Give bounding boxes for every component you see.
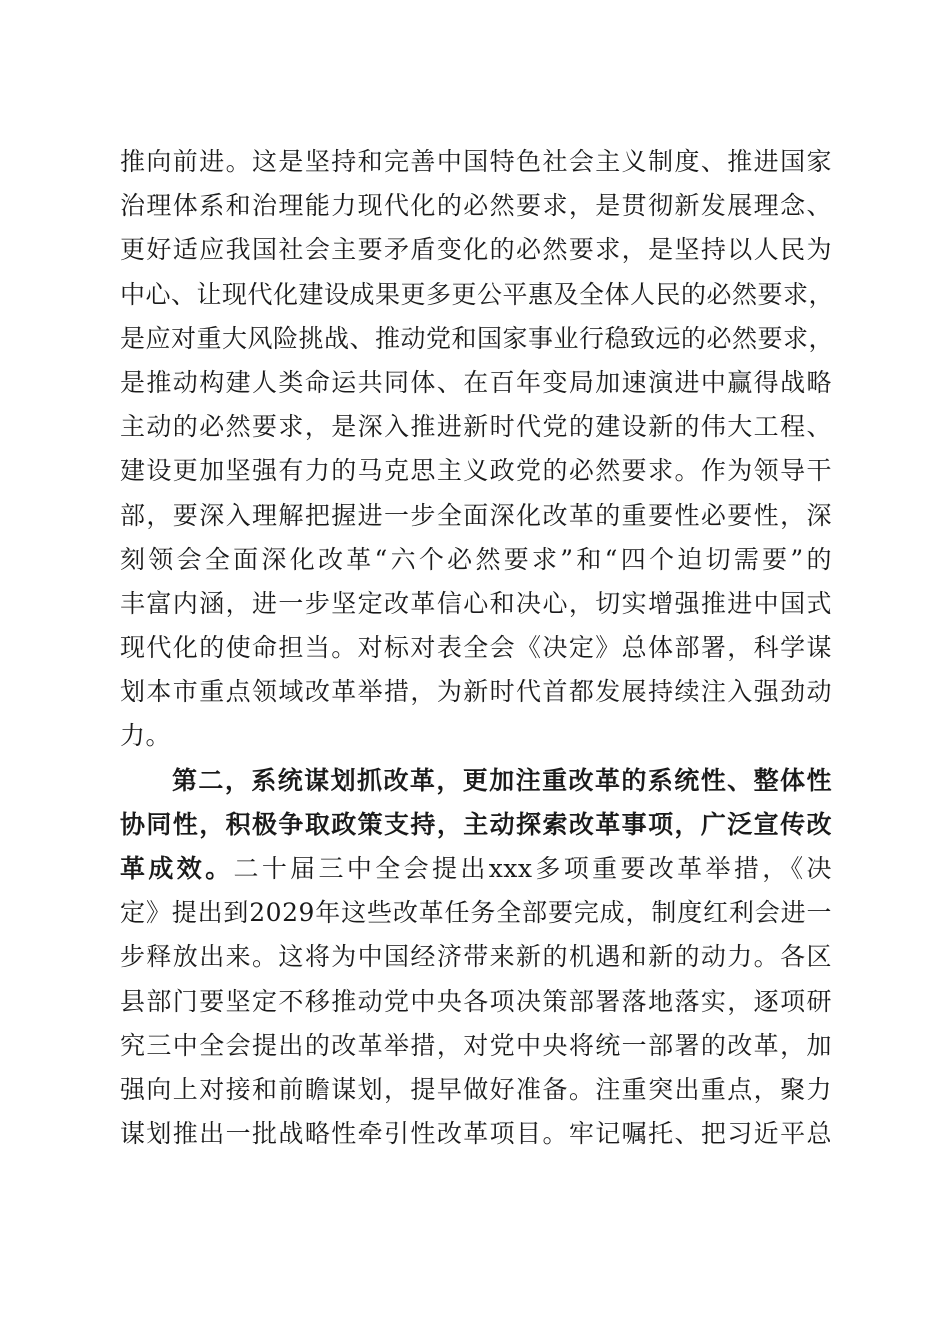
paragraph-2 <box>120 759 832 1157</box>
heading-tail: 革成效。 <box>120 854 234 883</box>
text-line: 究三中全会提出的改革举措，对党中央将统一部署的改革，加 <box>120 1030 832 1060</box>
text-line: 丰富内涵，进一步坚定改革信心和决心，切实增强推进中国式 <box>120 588 832 618</box>
text-line: 推向前进。这是坚持和完善中国特色社会主义制度、推进国家 <box>120 147 832 176</box>
text-line: 刻领会全面深化改革“六个必然要求”和“四个迫切需要”的 <box>120 544 832 574</box>
text-line: 步释放出来。这将为中国经济带来新的机遇和新的动力。各区 <box>120 942 832 972</box>
text-line: 谋划推出一批战略性牵引性改革项目。牢记嘱托、把习近平总 <box>120 1119 832 1149</box>
text-line: 定》提出到2029年这些改革任务全部要完成，制度红利会进一 <box>120 898 832 928</box>
heading-line: 协同性，积极争取政策支持，主动探索改革事项，广泛宣传改 <box>120 809 832 839</box>
text-line: 是应对重大风险挑战、推动党和国家事业行稳致远的必然要求， <box>120 323 835 353</box>
text-line: 力。 <box>120 721 172 751</box>
body-text <box>120 140 835 1156</box>
text-line: 现代化的使命担当。对标对表全会《决定》总体部署，科学谋 <box>120 633 832 663</box>
text-line: 更好适应我国社会主要矛盾变化的必然要求，是坚持以人民为 <box>120 235 832 265</box>
text-segment: 二十届三中全会提出xxx多项重要改革举措，《决 <box>233 854 832 883</box>
paragraph-1 <box>120 140 835 759</box>
text-line: 划本市重点领域改革举措，为新时代首都发展持续注入强劲动 <box>120 677 832 707</box>
mixed-line <box>120 847 832 891</box>
text-line: 部，要深入理解把握进一步全面深化改革的重要性必要性，深 <box>120 500 832 530</box>
text-line: 强向上对接和前瞻谋划，提早做好准备。注重突出重点，聚力 <box>120 1074 832 1104</box>
text-line: 中心、让现代化建设成果更多更公平惠及全体人民的必然要求， <box>120 279 835 309</box>
text-line: 是推动构建人类命运共同体、在百年变局加速演进中赢得战略 <box>120 367 832 397</box>
heading-line: 第二，系统谋划抓改革，更加注重改革的系统性、整体性 <box>172 765 832 795</box>
text-line: 县部门要坚定不移推动党中央各项决策部署落地落实，逐项研 <box>120 986 832 1016</box>
text-line: 主动的必然要求，是深入推进新时代党的建设新的伟大工程、 <box>120 412 832 442</box>
text-line: 建设更加坚强有力的马克思主义政党的必然要求。作为领导干 <box>120 456 832 486</box>
text-line: 治理体系和治理能力现代化的必然要求，是贯彻新发展理念、 <box>120 191 832 221</box>
